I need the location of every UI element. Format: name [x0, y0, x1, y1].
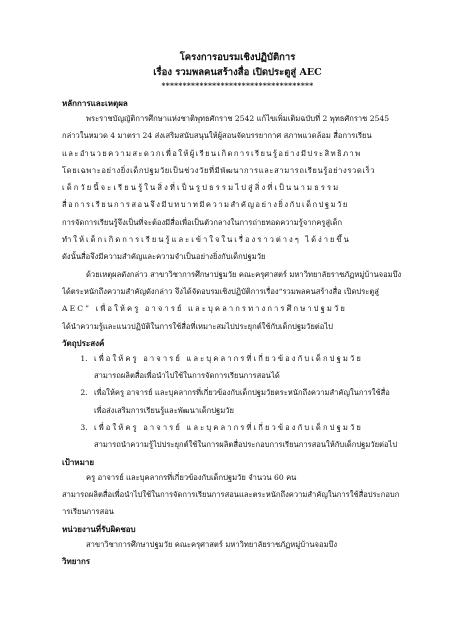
document-subtitle: เรื่อง รวมพลคนสร้างสื่อ เปิดประตูสู่ AEC — [153, 67, 322, 78]
paragraph-line: และอำนวยความสะดวกเพื่อให้ผู้เรียนเกิดการเรียนรู้อย่างมีประสิทธิภาพ — [62, 148, 362, 158]
paragraph-line: สื่อการเรียนการสอนจึงมีบทบาทมีความสำคัญอย่างยิ่งกับเด็กปฐมวัย — [62, 200, 349, 210]
objective-line: 2. เพื่อให้ครู อาจารย์ และบุคลากรที่เกี่ยวข้องกับเด็กปฐมวัยตระหนักถึงความสำคัญในการใช้สื่อ — [94, 388, 390, 398]
paragraph-line: ทำให้เด็กเกิดการเรียนรู้และเข้าใจในเรื่องราวต่างๆ ได้ง่ายขึ้น — [62, 235, 351, 245]
objective-item — [90, 350, 413, 385]
paragraph-line: สาขาวิชาการศึกษาปฐมวัย คณะครุศาสตร์ มหาวิทยาลัยราชภัฏหมู่บ้านจอมบึง — [86, 539, 338, 549]
target-paragraph — [62, 469, 413, 521]
paragraph-line: ารเรียนการสอน — [62, 507, 114, 517]
objective-line: 1. เพื่อให้ครู อาจารย์ และบุคลากรที่เกี่ยวข้องกับเด็กปฐมวัย — [94, 353, 363, 363]
objectives-list — [62, 350, 413, 454]
organizer-heading: หน่วยงานที่รับผิดชอบ — [62, 523, 136, 534]
paragraph-line: โดยเฉพาะอย่างยิ่งเด็กปฐมวัยเป็นช่วงวัยที่มีพัฒนาการและสามารถเรียนรู้อย่างรวดเร็ว — [62, 165, 376, 175]
paragraph-line: ดังนั้นสื่อจึงมีความสำคัญและความจำเป็นอย่างยิ่งกับเด็กปฐมวัย — [62, 252, 266, 262]
paragraph-line: ได้ตระหนักถึงความสำคัญดังกล่าว จึงได้จัดอบรมเชิงปฏิบัติการเรื่อง“รวมพลคนสร้างสื่อ เปิดประตูสู่ — [62, 286, 379, 296]
objective-line: 3. เพื่อให้ครู อาจารย์ และบุคลากรที่เกี่ยวข้องกับเด็กปฐมวัย — [94, 423, 363, 433]
paragraph-line: เด็กวัยนี้จะเรียนรู้ในสิ่งที่เป็นรูปธรรมไปสู่สิ่งที่เป็นนามธรรม — [62, 183, 341, 193]
paragraph-line: ครู อาจารย์ และบุคลากรที่เกี่ยวข้องกับเด็กปฐมวัย จำนวน 60 คน — [86, 472, 297, 482]
paragraph-line: การจัดการเรียนรู้จึงเป็นที่จะต้องมีสื่อเพื่อเป็นตัวกลางในการถ่ายทอดความรู้จากครูสู่เด็ก — [62, 217, 343, 227]
paragraph-line: ด้วยเหตุผลดังกล่าว สาขาวิชาการศึกษาปฐมวัย คณะครุศาสตร์ มหาวิทยาลัยราชภัฏหมู่บ้านจอมบึง — [86, 269, 402, 279]
objective-item — [90, 419, 413, 454]
objective-item — [90, 384, 413, 419]
objective-line: เพื่อส่งเสริมการเรียนรู้และพัฒนาเด็กปฐมวัย — [94, 405, 234, 415]
objective-line: สามารถผลิตสื่อเพื่อนำไปใช้ในการจัดการเรียนการสอนได้ — [94, 371, 280, 381]
star-divider: ************************************ — [161, 81, 314, 90]
paragraph-line: AEC” เพื่อให้ครู อาจารย์ และบุคลากรทางการศึกษาปฐมวัย — [62, 304, 347, 314]
paragraph-line: กล่าวในหมวด 4 มาตรา 24 ส่งเสริมสนับสนุนให้ผู้สอนจัดบรรยากาศ สภาพแวดล้อม สื่อการเรียน — [62, 131, 372, 141]
document-title: โครงการอบรมเชิงปฏิบัติการ — [179, 52, 296, 63]
principle-paragraph-2 — [62, 266, 413, 335]
target-heading: เป้าหมาย — [62, 456, 95, 467]
paragraph-line: พระราชบัญญัติการศึกษาแห่งชาติพุทธศักราช 2542 แก้ไขเพิ่มเติมฉบับที่ 2 พุทธศักราช 2545 — [86, 114, 390, 123]
paragraph-line: สามารถผลิตสื่อเพื่อนำไปใช้ในการจัดการเรียนการสอนและตระหนักถึงความสำคัญในการใช้สื่อประกอบก — [62, 489, 400, 499]
objectives-heading: วัตถุประสงค์ — [62, 337, 105, 348]
objective-line: สามารถนำความรู้ไปประยุกต์ใช้ในการผลิตสื่อประกอบการเรียนการสอนให้กับเด็กปฐมวัยต่อไป — [94, 440, 398, 450]
organizer-paragraph — [62, 536, 413, 553]
principle-paragraph — [62, 110, 413, 266]
speaker-heading: วิทยากร — [62, 555, 91, 566]
paragraph-line: ได้นำความรู้และแนวปฏิบัติในการใช้สื่อที่เหมาะสมไปประยุกต์ใช้กับเด็กปฐมวัยต่อไป — [62, 321, 333, 331]
principle-heading: หลักการและเหตุผล — [62, 98, 128, 108]
